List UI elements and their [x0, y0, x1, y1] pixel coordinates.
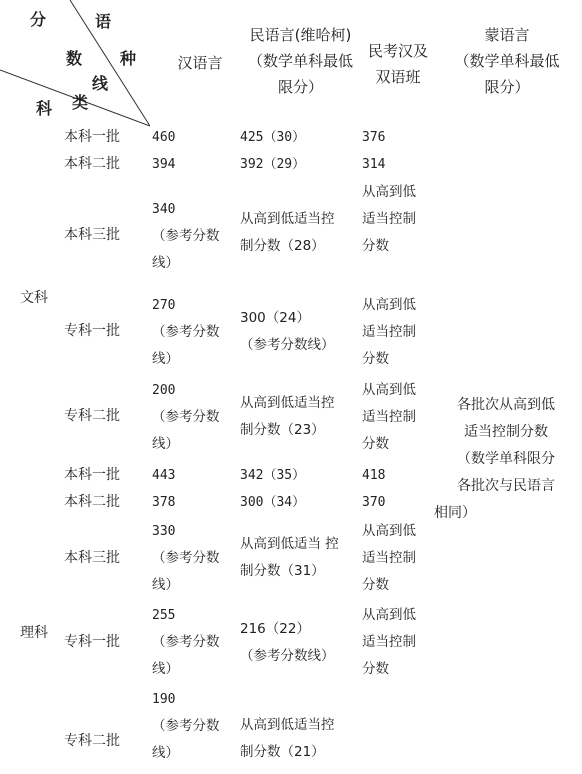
row-han-cell	[152, 686, 220, 767]
column-header-meng-line1: 蒙语言	[484, 26, 530, 44]
han-line: （参考分数	[152, 718, 220, 734]
minkao-line: 314	[362, 157, 386, 172]
column-header-han-text: 汉语言	[177, 54, 223, 72]
min-line: （参考分数线）	[240, 648, 335, 664]
han-line: 线）	[152, 661, 179, 677]
minkao-line: 从高到低	[362, 297, 416, 313]
min-line: 216（22）	[240, 621, 310, 637]
minkao-line: 从高到低	[362, 382, 416, 398]
minkao-line: 376	[362, 130, 386, 145]
row-batch: 本科一批	[64, 129, 120, 145]
han-line: （参考分数	[152, 550, 220, 566]
min-line: 300（34）	[240, 495, 306, 510]
row-min-cell	[240, 489, 305, 516]
column-header-han	[160, 50, 240, 76]
han-line: 340	[152, 202, 176, 217]
row-batch: 专科一批	[64, 323, 120, 339]
han-line: 线）	[152, 436, 179, 452]
row-min-cell	[240, 305, 335, 359]
han-line: 200	[152, 383, 176, 398]
han-line: 330	[152, 524, 176, 539]
mongolian-note-line: 各批次从高到低	[457, 397, 555, 413]
corner-char-ke: 科	[36, 99, 53, 118]
han-line: （参考分数	[152, 409, 220, 425]
minkao-line: 从高到低	[362, 184, 416, 200]
minkao-line: 分数	[362, 351, 389, 367]
han-line: 378	[152, 495, 176, 510]
minkao-line: 分数	[362, 577, 389, 593]
row-minkao-cell	[362, 462, 385, 489]
row-han-cell	[152, 377, 220, 458]
mongolian-note-line: 适当控制分数	[464, 424, 548, 440]
minkao-line: 适当控制	[362, 324, 416, 340]
minkao-line: 370	[362, 495, 386, 510]
corner-char-xian: 线	[92, 74, 109, 93]
row-han-cell	[152, 292, 220, 373]
minkao-line: 分数	[362, 238, 389, 254]
row-batch: 本科二批	[64, 494, 120, 510]
minkao-line: 418	[362, 468, 386, 483]
row-min-cell	[240, 206, 335, 260]
column-header-min	[238, 22, 363, 100]
mongolian-note	[432, 392, 580, 527]
row-han-cell	[152, 489, 175, 516]
column-header-min-line3: 限分）	[277, 78, 323, 96]
han-line: 线）	[152, 351, 179, 367]
column-header-minkao	[362, 38, 434, 90]
row-minkao-cell	[362, 124, 385, 151]
corner-char-lei: 类	[72, 93, 89, 112]
row-min-cell	[240, 462, 305, 489]
han-line: 线）	[152, 577, 179, 593]
mongolian-note-line: （数学单科限分	[457, 451, 555, 467]
row-batch: 本科一批	[64, 467, 120, 483]
min-line: 制分数（31）	[240, 563, 325, 579]
min-line: 392（29）	[240, 157, 306, 172]
column-header-minkao-line2: 双语班	[375, 68, 421, 86]
mongolian-note-line: 相同）	[434, 505, 476, 521]
row-batch: 专科一批	[64, 634, 120, 650]
row-minkao-cell	[362, 489, 385, 516]
row-min-cell	[240, 712, 335, 766]
han-line: 255	[152, 608, 176, 623]
row-batch: 专科二批	[64, 408, 120, 424]
row-min-cell	[240, 531, 339, 585]
han-line: 394	[152, 157, 176, 172]
minkao-line: 从高到低	[362, 607, 416, 623]
minkao-line: 从高到低	[362, 523, 416, 539]
column-header-meng-line2: （数学单科最低	[454, 52, 560, 70]
subject-wenke: 文科	[20, 290, 48, 306]
row-han-cell	[152, 124, 175, 151]
min-line: 从高到低适当控	[240, 211, 335, 227]
column-header-minkao-line1: 民考汉及	[367, 42, 428, 60]
row-batch: 专科二批	[64, 733, 120, 749]
min-line: 制分数（21）	[240, 744, 325, 760]
column-header-meng-line3: 限分）	[484, 78, 530, 96]
min-line: （参考分数线）	[240, 337, 335, 353]
mongolian-note-line: 各批次与民语言	[457, 478, 555, 494]
minkao-line: 适当控制	[362, 550, 416, 566]
han-line: 460	[152, 130, 176, 145]
row-batch: 本科三批	[64, 227, 120, 243]
row-han-cell	[152, 196, 220, 277]
han-line: （参考分数	[152, 634, 220, 650]
minkao-line: 分数	[362, 661, 389, 677]
min-line: 从高到低适当 控	[240, 536, 339, 552]
row-batch: 本科三批	[64, 550, 120, 566]
subject-like: 理科	[20, 625, 48, 641]
corner-char-yu: 语	[95, 12, 112, 31]
han-line: （参考分数	[152, 324, 220, 340]
corner-char-shu: 数	[66, 49, 83, 68]
minkao-line: 适当控制	[362, 409, 416, 425]
min-line: 制分数（23）	[240, 422, 325, 438]
minkao-line: 适当控制	[362, 211, 416, 227]
min-line: 425（30）	[240, 130, 306, 145]
minkao-line: 适当控制	[362, 634, 416, 650]
row-han-cell	[152, 602, 220, 683]
row-minkao-cell	[362, 518, 416, 599]
row-min-cell	[240, 390, 335, 444]
han-line: 190	[152, 692, 176, 707]
row-minkao-cell	[362, 377, 416, 458]
row-min-cell	[240, 124, 305, 151]
han-line: 线）	[152, 255, 179, 271]
corner-header	[0, 0, 150, 128]
row-minkao-cell	[362, 602, 416, 683]
han-line: 270	[152, 298, 176, 313]
corner-char-fen: 分	[30, 10, 47, 29]
han-line: 线）	[152, 745, 179, 761]
row-minkao-cell	[362, 179, 416, 260]
min-line: 300（24）	[240, 310, 310, 326]
row-minkao-cell	[362, 151, 385, 178]
row-min-cell	[240, 616, 335, 670]
row-minkao-cell	[362, 292, 416, 373]
column-header-min-line2: （数学单科最低	[247, 52, 353, 70]
minkao-line: 分数	[362, 436, 389, 452]
row-batch: 本科二批	[64, 156, 120, 172]
min-line: 制分数（28）	[240, 238, 325, 254]
min-line: 342（35）	[240, 468, 306, 483]
corner-char-zhong: 种	[120, 49, 137, 68]
row-min-cell	[240, 151, 305, 178]
row-han-cell	[152, 518, 220, 599]
min-line: 从高到低适当控	[240, 717, 335, 733]
column-header-meng	[434, 22, 580, 100]
row-han-cell	[152, 151, 175, 178]
row-han-cell	[152, 462, 175, 489]
column-header-min-line1: 民语言(维哈柯)	[249, 26, 352, 44]
min-line: 从高到低适当控	[240, 395, 335, 411]
han-line: （参考分数	[152, 228, 220, 244]
han-line: 443	[152, 468, 176, 483]
